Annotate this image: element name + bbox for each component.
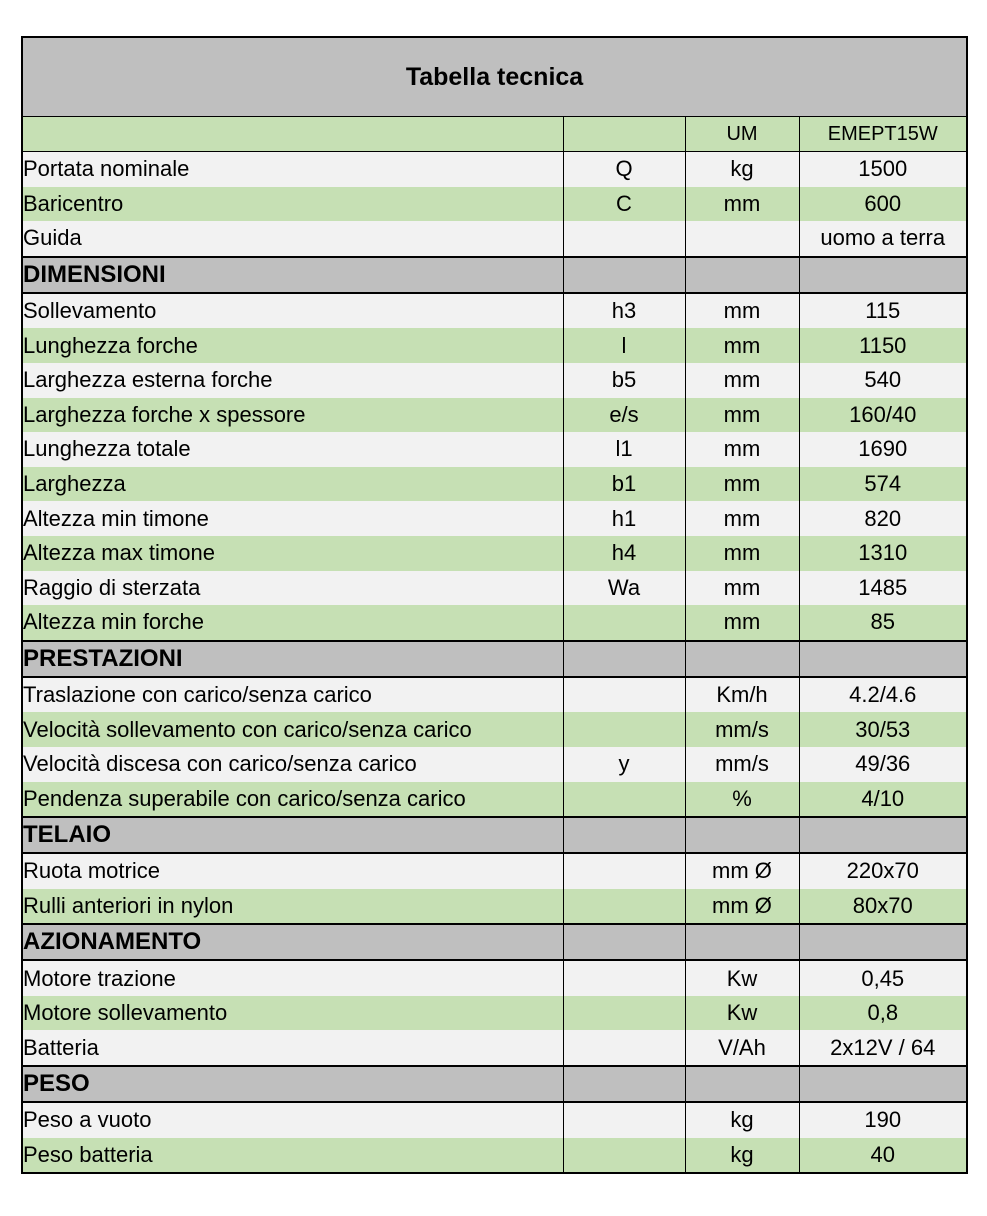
row-label: Larghezza bbox=[22, 467, 563, 502]
row-symbol bbox=[563, 1138, 685, 1174]
row-value: 1150 bbox=[799, 328, 967, 363]
row-value: 2x12V / 64 bbox=[799, 1030, 967, 1066]
row-value: 0,45 bbox=[799, 960, 967, 996]
table-row bbox=[22, 747, 967, 782]
row-value: 574 bbox=[799, 467, 967, 502]
row-value: 85 bbox=[799, 605, 967, 641]
row-unit: mm bbox=[685, 398, 799, 433]
header-row bbox=[22, 117, 967, 152]
row-label: Motore trazione bbox=[22, 960, 563, 996]
row-label: Velocità sollevamento con carico/senza carico bbox=[22, 712, 563, 747]
row-unit: Kw bbox=[685, 996, 799, 1031]
section-empty-cell bbox=[563, 1066, 685, 1102]
row-unit: mm bbox=[685, 363, 799, 398]
table-row bbox=[22, 293, 967, 329]
row-unit: mm bbox=[685, 328, 799, 363]
section-empty-cell bbox=[685, 924, 799, 960]
table-row bbox=[22, 187, 967, 222]
row-symbol bbox=[563, 712, 685, 747]
row-symbol bbox=[563, 605, 685, 641]
row-value: 4.2/4.6 bbox=[799, 677, 967, 713]
section-row bbox=[22, 817, 967, 853]
row-label: Rulli anteriori in nylon bbox=[22, 889, 563, 925]
section-row bbox=[22, 1066, 967, 1102]
section-row bbox=[22, 257, 967, 293]
row-value: 1485 bbox=[799, 571, 967, 606]
row-label: Lunghezza totale bbox=[22, 432, 563, 467]
section-empty-cell bbox=[563, 817, 685, 853]
row-label: Lunghezza forche bbox=[22, 328, 563, 363]
row-value: 160/40 bbox=[799, 398, 967, 433]
section-empty-cell bbox=[799, 641, 967, 677]
table-row bbox=[22, 960, 967, 996]
row-label: Altezza max timone bbox=[22, 536, 563, 571]
section-empty-cell bbox=[563, 641, 685, 677]
row-value: uomo a terra bbox=[799, 221, 967, 257]
row-unit: % bbox=[685, 782, 799, 818]
table-row bbox=[22, 571, 967, 606]
row-label: Batteria bbox=[22, 1030, 563, 1066]
row-label: Peso a vuoto bbox=[22, 1102, 563, 1138]
tech-table bbox=[21, 36, 968, 1174]
row-unit: kg bbox=[685, 1102, 799, 1138]
table-row bbox=[22, 501, 967, 536]
row-symbol: h4 bbox=[563, 536, 685, 571]
row-symbol bbox=[563, 221, 685, 257]
row-value: 1310 bbox=[799, 536, 967, 571]
title-row bbox=[22, 37, 967, 117]
table-row bbox=[22, 398, 967, 433]
row-label: Altezza min timone bbox=[22, 501, 563, 536]
row-symbol: h3 bbox=[563, 293, 685, 329]
row-unit: mm bbox=[685, 467, 799, 502]
section-title: AZIONAMENTO bbox=[22, 924, 563, 960]
table-row bbox=[22, 996, 967, 1031]
row-value: 190 bbox=[799, 1102, 967, 1138]
table-title: Tabella tecnica bbox=[22, 37, 967, 117]
row-label: Larghezza forche x spessore bbox=[22, 398, 563, 433]
row-value: 1500 bbox=[799, 152, 967, 187]
row-label: Pendenza superabile con carico/senza carico bbox=[22, 782, 563, 818]
row-symbol bbox=[563, 1030, 685, 1066]
row-unit: mm/s bbox=[685, 747, 799, 782]
row-symbol: l1 bbox=[563, 432, 685, 467]
row-value: 820 bbox=[799, 501, 967, 536]
section-empty-cell bbox=[799, 257, 967, 293]
row-symbol: Wa bbox=[563, 571, 685, 606]
section-empty-cell bbox=[799, 924, 967, 960]
row-symbol: l bbox=[563, 328, 685, 363]
table-row bbox=[22, 432, 967, 467]
row-value: 40 bbox=[799, 1138, 967, 1174]
row-label: Larghezza esterna forche bbox=[22, 363, 563, 398]
row-symbol: y bbox=[563, 747, 685, 782]
row-unit: mm bbox=[685, 605, 799, 641]
row-value: 220x70 bbox=[799, 853, 967, 889]
row-unit: kg bbox=[685, 152, 799, 187]
row-symbol: b1 bbox=[563, 467, 685, 502]
table-row bbox=[22, 712, 967, 747]
section-empty-cell bbox=[685, 257, 799, 293]
section-row bbox=[22, 641, 967, 677]
section-empty-cell bbox=[563, 924, 685, 960]
table-row bbox=[22, 782, 967, 818]
row-label: Motore sollevamento bbox=[22, 996, 563, 1031]
row-label: Guida bbox=[22, 221, 563, 257]
row-unit bbox=[685, 221, 799, 257]
row-value: 1690 bbox=[799, 432, 967, 467]
header-label bbox=[22, 117, 563, 152]
row-unit: V/Ah bbox=[685, 1030, 799, 1066]
row-label: Sollevamento bbox=[22, 293, 563, 329]
row-symbol: Q bbox=[563, 152, 685, 187]
row-value: 540 bbox=[799, 363, 967, 398]
row-value: 80x70 bbox=[799, 889, 967, 925]
row-symbol bbox=[563, 960, 685, 996]
row-symbol: h1 bbox=[563, 501, 685, 536]
row-label: Altezza min forche bbox=[22, 605, 563, 641]
row-value: 0,8 bbox=[799, 996, 967, 1031]
table-row bbox=[22, 605, 967, 641]
row-label: Portata nominale bbox=[22, 152, 563, 187]
table-row bbox=[22, 1030, 967, 1066]
row-label: Raggio di sterzata bbox=[22, 571, 563, 606]
row-unit: kg bbox=[685, 1138, 799, 1174]
section-empty-cell bbox=[799, 817, 967, 853]
row-unit: mm bbox=[685, 432, 799, 467]
header-um: UM bbox=[685, 117, 799, 152]
row-symbol: C bbox=[563, 187, 685, 222]
section-title: TELAIO bbox=[22, 817, 563, 853]
table-row bbox=[22, 467, 967, 502]
section-empty-cell bbox=[685, 641, 799, 677]
row-unit: mm bbox=[685, 501, 799, 536]
row-unit: mm bbox=[685, 571, 799, 606]
table-row bbox=[22, 328, 967, 363]
table-row bbox=[22, 1102, 967, 1138]
table-row bbox=[22, 677, 967, 713]
section-title: DIMENSIONI bbox=[22, 257, 563, 293]
table-row bbox=[22, 536, 967, 571]
row-symbol bbox=[563, 889, 685, 925]
row-unit: mm/s bbox=[685, 712, 799, 747]
row-unit: mm Ø bbox=[685, 889, 799, 925]
row-symbol bbox=[563, 853, 685, 889]
row-symbol bbox=[563, 1102, 685, 1138]
section-empty-cell bbox=[685, 817, 799, 853]
table-row bbox=[22, 853, 967, 889]
table-row bbox=[22, 152, 967, 187]
row-symbol: e/s bbox=[563, 398, 685, 433]
section-empty-cell bbox=[685, 1066, 799, 1102]
row-label: Ruota motrice bbox=[22, 853, 563, 889]
table-row bbox=[22, 889, 967, 925]
header-symbol bbox=[563, 117, 685, 152]
row-unit: Km/h bbox=[685, 677, 799, 713]
section-empty-cell bbox=[799, 1066, 967, 1102]
row-symbol bbox=[563, 996, 685, 1031]
row-unit: Kw bbox=[685, 960, 799, 996]
row-unit: mm bbox=[685, 187, 799, 222]
table-row bbox=[22, 221, 967, 257]
row-unit: mm bbox=[685, 293, 799, 329]
row-label: Baricentro bbox=[22, 187, 563, 222]
table-body bbox=[22, 37, 967, 1173]
row-value: 115 bbox=[799, 293, 967, 329]
row-value: 600 bbox=[799, 187, 967, 222]
row-symbol: b5 bbox=[563, 363, 685, 398]
section-title: PESO bbox=[22, 1066, 563, 1102]
row-unit: mm bbox=[685, 536, 799, 571]
row-value: 4/10 bbox=[799, 782, 967, 818]
row-symbol bbox=[563, 782, 685, 818]
header-model: EMEPT15W bbox=[799, 117, 967, 152]
row-value: 30/53 bbox=[799, 712, 967, 747]
row-unit: mm Ø bbox=[685, 853, 799, 889]
table-row bbox=[22, 363, 967, 398]
section-empty-cell bbox=[563, 257, 685, 293]
row-label: Traslazione con carico/senza carico bbox=[22, 677, 563, 713]
section-title: PRESTAZIONI bbox=[22, 641, 563, 677]
row-value: 49/36 bbox=[799, 747, 967, 782]
row-symbol bbox=[563, 677, 685, 713]
section-row bbox=[22, 924, 967, 960]
row-label: Peso batteria bbox=[22, 1138, 563, 1174]
row-label: Velocità discesa con carico/senza carico bbox=[22, 747, 563, 782]
table-row bbox=[22, 1138, 967, 1174]
